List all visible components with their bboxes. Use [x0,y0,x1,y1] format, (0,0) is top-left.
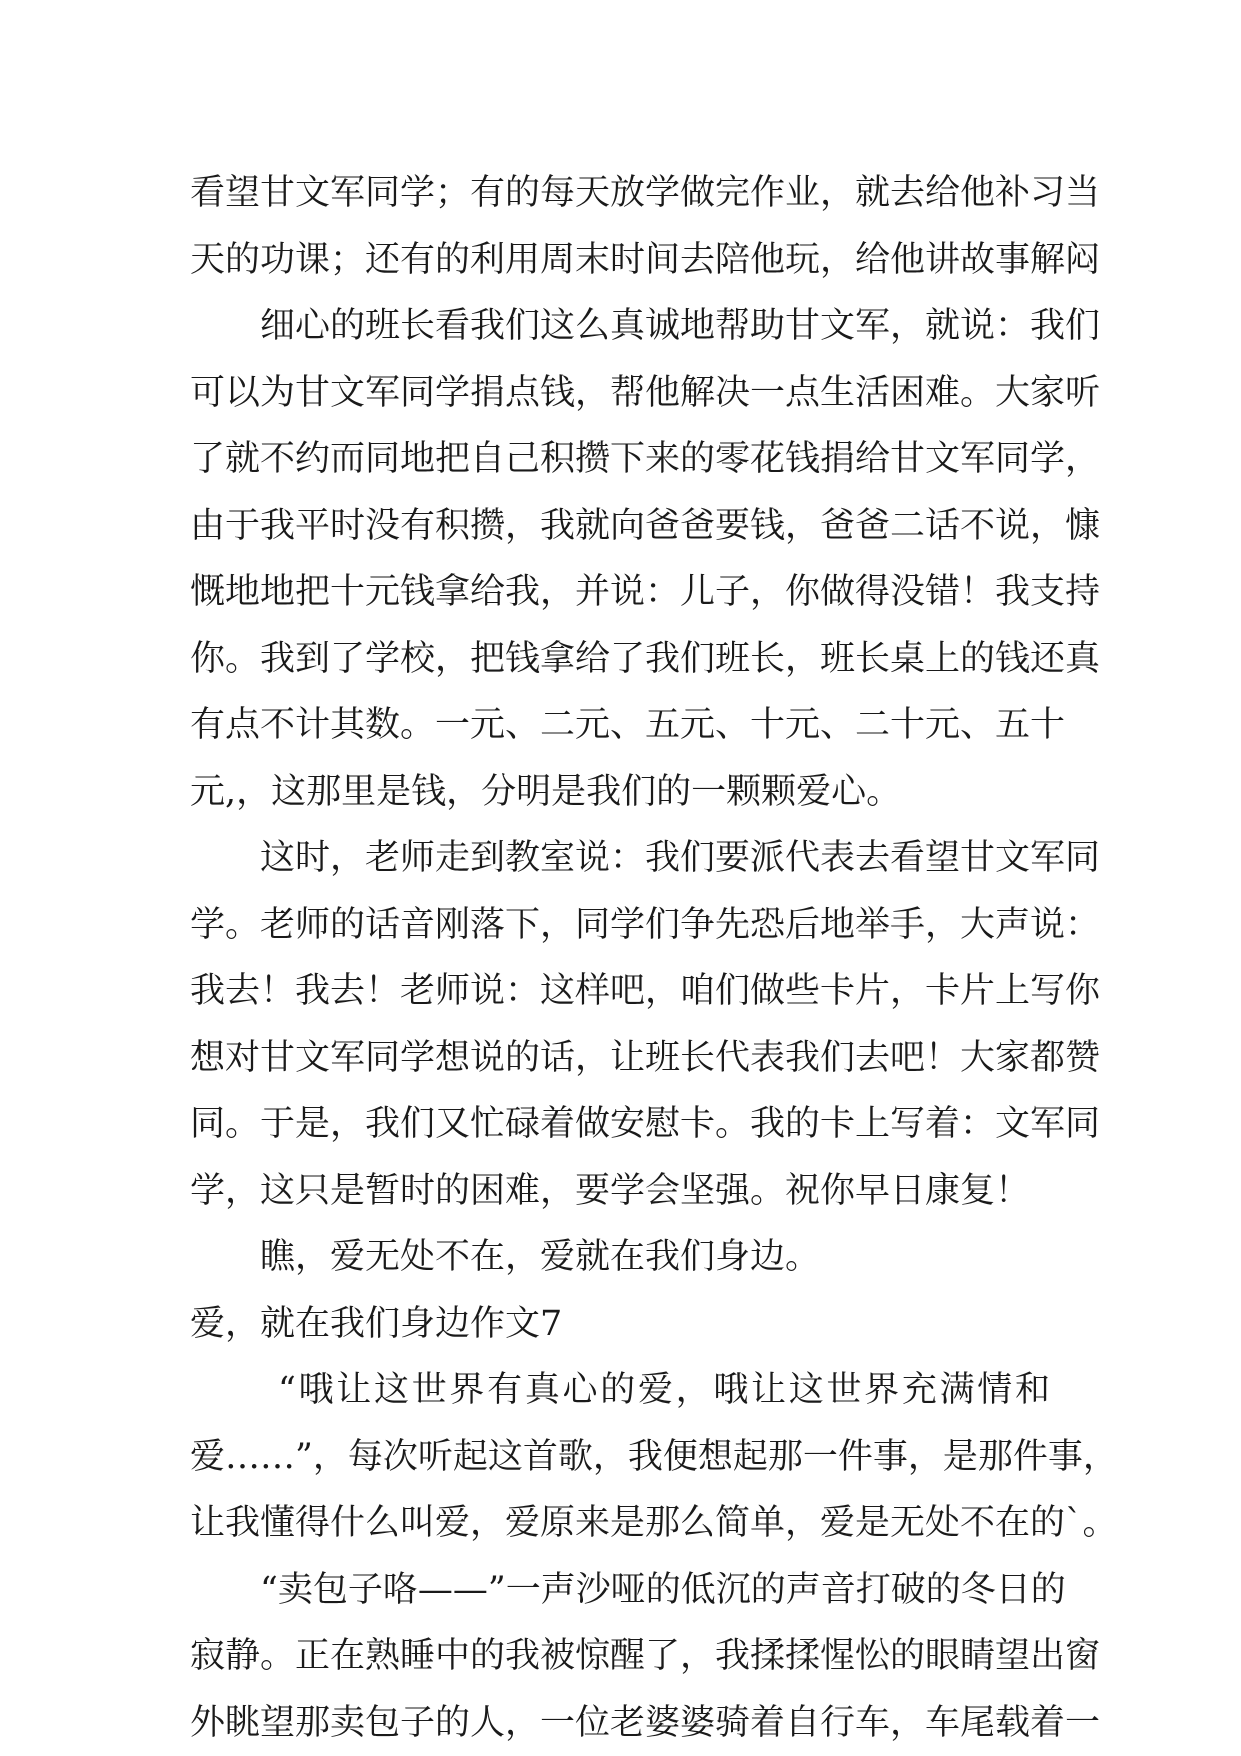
text-line: 学，这只是暂时的困难，要学会坚强。祝你早日康复！ [190,1158,1050,1225]
text-line: 寂静。正在熟睡中的我被惊醒了，我揉揉惺忪的眼睛望出窗 [190,1623,1050,1690]
text-line: 有点不计其数。一元、二元、五元、十元、二十元、五十 [190,692,1050,759]
text-line: 爱……”，每次听起这首歌，我便想起那一件事，是那件事， [190,1424,1050,1491]
text-line: 让我懂得什么叫爱，爱原来是那么简单，爱是无处不在的`。 [190,1490,1050,1557]
text-line: 同。于是，我们又忙碌着做安慰卡。我的卡上写着：文军同 [190,1091,1050,1158]
text-line: 外眺望那卖包子的人，一位老婆婆骑着自行车，车尾载着一 [190,1690,1050,1756]
text-line: 慨地地把十元钱拿给我，并说：儿子，你做得没错！我支持 [190,559,1050,626]
paragraph-first-line: “卖包子咯——”一声沙哑的低沉的声音打破的冬日的 [190,1557,1050,1624]
section-heading: 爱，就在我们身边作文7 [190,1291,1050,1358]
text-line: 元,，这那里是钱，分明是我们的一颗颗爱心。 [190,759,1050,826]
text-line: 学。老师的话音刚落下，同学们争先恐后地举手，大声说： [190,892,1050,959]
text-line: 看望甘文军同学；有的每天放学做完作业，就去给他补习当 [190,160,1050,227]
text-line: 想对甘文军同学想说的话，让班长代表我们去吧！大家都赞 [190,1025,1050,1092]
text-line: 天的功课；还有的利用周末时间去陪他玩，给他讲故事解闷 [190,227,1050,294]
text-line: 你。我到了学校，把钱拿给了我们班长，班长桌上的钱还真 [190,626,1050,693]
text-line: 了就不约而同地把自己积攒下来的零花钱捐给甘文军同学， [190,426,1050,493]
text-line: 可以为甘文军同学捐点钱，帮他解决一点生活困难。大家听 [190,360,1050,427]
paragraph-first-line: 细心的班长看我们这么真诚地帮助甘文军，就说：我们 [190,293,1050,360]
paragraph-first-line: “哦让这世界有真心的爱，哦让这世界充满情和 [190,1357,1050,1424]
text-line: 我去！我去！老师说：这样吧，咱们做些卡片，卡片上写你 [190,958,1050,1025]
text-line: 由于我平时没有积攒，我就向爸爸要钱，爸爸二话不说，慷 [190,493,1050,560]
article-body [190,160,1050,1756]
paragraph-first-line: 瞧，爱无处不在，爱就在我们身边。 [190,1224,1050,1291]
paragraph-first-line: 这时，老师走到教室说：我们要派代表去看望甘文军同 [190,825,1050,892]
